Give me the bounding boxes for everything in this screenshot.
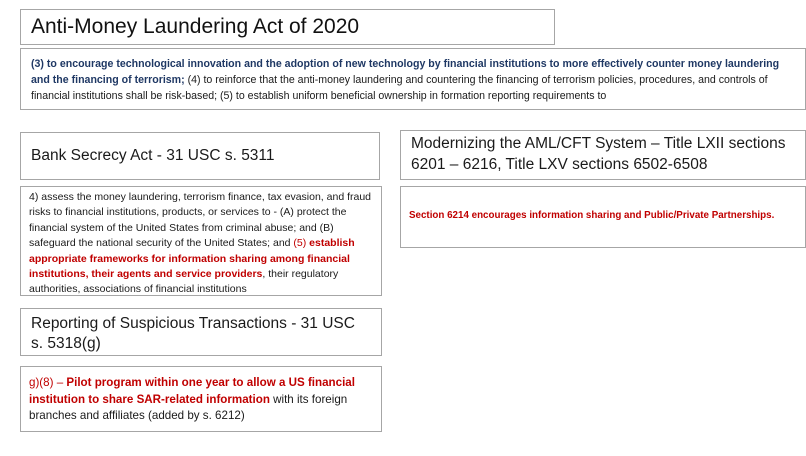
aml-cft-modernization-title: Modernizing the AML/CFT System – Title LXII sections 6201 – 6216, Title LXV sections 6502-6508 (411, 135, 786, 173)
sar-body-highlight: Pilot program within one year to allow a US financial institution to share SAR-related information (29, 376, 355, 406)
bank-secrecy-act-title: Bank Secrecy Act - 31 USC s. 5311 (31, 147, 275, 164)
aml-body-text: Section 6214 encourages information sharing and Public/Private Partnerships. (409, 210, 775, 221)
page-title-text: Anti-Money Laundering Act of 2020 (31, 15, 360, 38)
intro-rest-text: (4) to reinforce that the anti-money laundering and countering the financing of terrorism policies, procedures, and controls of financial institutions shall be risk-based; (5) to establish uniform beneficial ownership in formation reporting requirements to (31, 74, 768, 102)
bsa-body-plain: 4) assess the money laundering, terrorism finance, tax evasion, and fraud risks to financial institutions, products, or services to - (A) protect the financial system of the United States from criminal abuse; and (B) safeguard the national security of the United States; and (29, 191, 372, 250)
page-title (20, 9, 555, 45)
bsa-body-item-number: (5) (293, 237, 310, 250)
aml-cft-modernization-body (400, 186, 806, 248)
sar-body-item-number: g)(8) – (29, 376, 67, 389)
bsa-body-tail: , their regulatory authorities, associations of financial institutions (29, 268, 339, 296)
suspicious-transactions-heading (20, 308, 382, 356)
bsa-body-highlight: establish appropriate frameworks for information sharing among financial institutions, their agents and service providers (29, 237, 355, 281)
suspicious-transactions-title: Reporting of Suspicious Transactions - 31 USC s. 5318(g) (31, 315, 355, 352)
sar-body-tail: with its foreign branches and affiliates (added by s. 6212) (29, 392, 348, 422)
aml-cft-modernization-heading (400, 130, 806, 180)
intro-highlight-text: (3) to encourage technological innovation and the adoption of new technology by financial institutions to more effectively counter money laundering and the financing of terrorism; (31, 58, 780, 86)
bank-secrecy-act-body (20, 186, 382, 296)
bank-secrecy-act-heading (20, 132, 380, 180)
suspicious-transactions-body (20, 366, 382, 432)
intro-text-box (20, 48, 806, 110)
